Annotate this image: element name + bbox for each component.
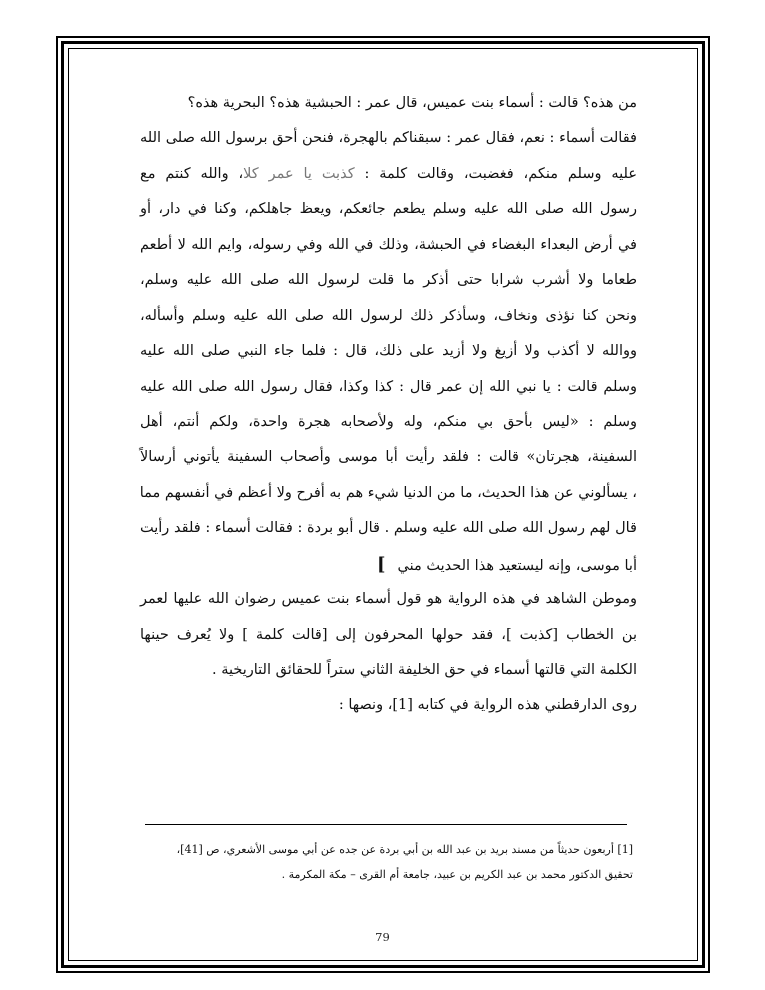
text-line-16: بن الخطاب [كذبت ]، فقد حولها المحرفون إلى [قالت كلمة ] ولا يُعرف حينها xyxy=(140,626,637,643)
text-line-3 xyxy=(140,157,637,192)
quoted-word-gray: كذبت يا عمر كلا xyxy=(243,165,355,182)
text-line-17: الكلمة التي قالتها أسماء في حق الخليفة الثاني ستراً للحقائق التاريخية . xyxy=(212,662,637,678)
footnote-separator xyxy=(145,824,627,825)
footnote-line-1: [1] أربعون حديثاً من مسند بريد بن عبد الله بن أبي بردة عن جده عن أبي موسى الأشعري، ص [41]، xyxy=(176,843,633,856)
text-line-1: من هذه؟ قالت : أسماء بنت عميس، قال عمر : الحبشية هذه؟ البحرية هذه؟ xyxy=(187,95,637,111)
text-line-13: قال لهم رسول الله صلى الله عليه وسلم . قال أبو بردة : فقالت أسماء : فلقد رأيت xyxy=(140,520,637,537)
text-line-14 xyxy=(140,547,637,582)
closing-bracket: ] xyxy=(377,553,386,575)
text-line-2: فقالت أسماء : نعم، فقال عمر : سبقناكم بالهجرة، فنحن أحق برسول الله صلى الله xyxy=(140,130,637,147)
text-line-12: ، يسألوني عن هذا الحديث، ما من الدنيا شيء هم به أفرح ولا أعظم في أنفسهم مما xyxy=(139,484,637,501)
text-line-10: وسلم : «ليس بأحق بي منكم، وله ولأصحابه هجرة واحدة، ولكم أنتم، أهل xyxy=(140,413,637,430)
text-line-4: رسول الله صلى الله عليه وسلم يطعم جائعكم، ويعظ جاهلكم، وكنا في دار، أو xyxy=(140,201,637,218)
text-line-15: وموطن الشاهد في هذه الرواية هو قول أسماء بنت عميس رضوان الله عليها لعمر xyxy=(140,591,637,608)
body-text xyxy=(140,86,637,724)
text-line-3-start: عليه وسلم منكم، فغضبت، وقالت كلمة : xyxy=(354,165,637,182)
text-line-7: ونحن كنا نؤذى ونخاف، وسأذكر ذلك لرسول الله صلى الله عليه وسلم وأسأله، xyxy=(140,307,637,324)
text-line-3-end: ، والله كنتم مع xyxy=(140,165,244,182)
footnote-line-2: تحقيق الدكتور محمد بن عبد الكريم بن عبيد، جامعة أم القرى – مكة المكرمة . xyxy=(281,868,633,881)
text-line-9: وسلم قالت : يا نبي الله إن عمر قال : كذا وكذا، فقال رسول الله صلى الله عليه xyxy=(140,378,637,395)
text-line-6: طعاما ولا أشرب شرابا حتى أذكر ما قلت لرسول الله صلى الله عليه وسلم، xyxy=(140,272,637,289)
text-line-18: روى الدارقطني هذه الرواية في كتابه [1]، ونصها : xyxy=(338,697,637,714)
text-line-14-body: أبا موسى، وإنه ليستعيد هذا الحديث مني xyxy=(397,557,637,574)
text-line-5: في أرض البعداء البغضاء في الحبشة، وذلك في الله وفي رسوله، وايم الله لا أطعم xyxy=(140,236,637,253)
text-line-8: ووالله لا أكذب ولا أزيغ ولا أزيد على ذلك، قال : فلما جاء النبي صلى الله عليه xyxy=(140,343,637,360)
text-line-11: السفينة، هجرتان» قالت : فلقد رأيت أبا موسى وأصحاب السفينة يأتوني أرسالاً xyxy=(140,449,637,466)
page-number: 79 xyxy=(375,930,390,944)
